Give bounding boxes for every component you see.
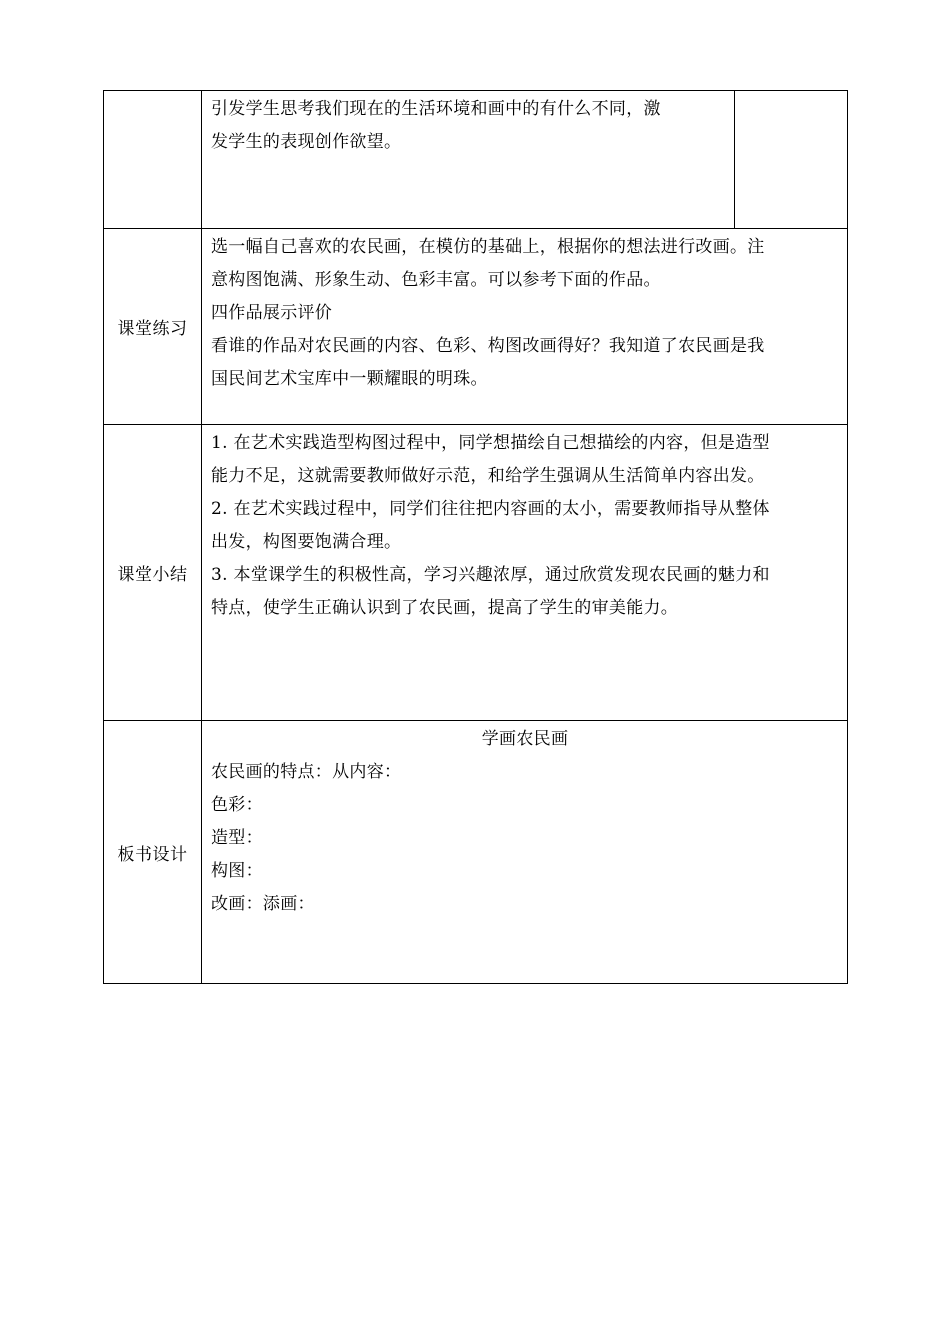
intro-side-cell <box>735 91 848 229</box>
table-row-intro <box>104 91 848 229</box>
board-line: 改画：添画： <box>211 894 315 914</box>
practice-line: 四作品展示评价 <box>211 303 333 323</box>
practice-line: 看谁的作品对农民画的内容、色彩、构图改画得好？我知道了农民画是我 <box>211 336 765 356</box>
summary-line: 3. 本堂课学生的积极性高，学习兴趣浓厚，通过欣赏发现农民画的魅力和 <box>211 565 770 585</box>
intro-content-cell <box>202 91 735 229</box>
table-row-summary <box>104 425 848 721</box>
row-label-practice: 课堂练习 <box>104 229 202 425</box>
board-title: 学画农民画 <box>481 729 569 749</box>
summary-line: 特点，使学生正确认识到了农民画，提高了学生的审美能力。 <box>211 598 679 618</box>
summary-content-cell <box>202 425 848 721</box>
lesson-plan-table <box>103 90 848 984</box>
board-line: 农民画的特点：从内容： <box>211 762 402 782</box>
summary-line: 1. 在艺术实践造型构图过程中，同学想描绘自己想描绘的内容，但是造型 <box>211 433 770 453</box>
summary-line: 出发，构图要饱满合理。 <box>211 532 402 552</box>
intro-line: 发学生的表现创作欲望。 <box>211 132 402 152</box>
board-line: 造型： <box>211 828 263 848</box>
practice-line: 选一幅自己喜欢的农民画，在模仿的基础上，根据你的想法进行改画。注 <box>211 237 765 257</box>
intro-line: 引发学生思考我们现在的生活环境和画中的有什么不同，激 <box>211 99 661 119</box>
practice-content-cell <box>202 229 848 425</box>
table-row-board <box>104 721 848 984</box>
intro-content <box>202 91 734 159</box>
board-line: 色彩： <box>211 795 263 815</box>
summary-line: 能力不足，这就需要教师做好示范，和给学生强调从生活简单内容出发。 <box>211 466 765 486</box>
board-content <box>202 721 847 921</box>
board-content-cell <box>202 721 848 984</box>
practice-content <box>202 229 847 396</box>
row-label-summary: 课堂小结 <box>104 425 202 721</box>
board-line: 构图： <box>211 861 263 881</box>
summary-line: 2. 在艺术实践过程中，同学们往往把内容画的太小，需要教师指导从整体 <box>211 499 770 519</box>
table-row-practice <box>104 229 848 425</box>
row-label-board: 板书设计 <box>104 721 202 984</box>
practice-line: 国民间艺术宝库中一颗耀眼的明珠。 <box>211 369 488 389</box>
summary-content <box>202 425 847 625</box>
row-label-empty <box>104 91 202 229</box>
practice-line: 意构图饱满、形象生动、色彩丰富。可以参考下面的作品。 <box>211 270 661 290</box>
